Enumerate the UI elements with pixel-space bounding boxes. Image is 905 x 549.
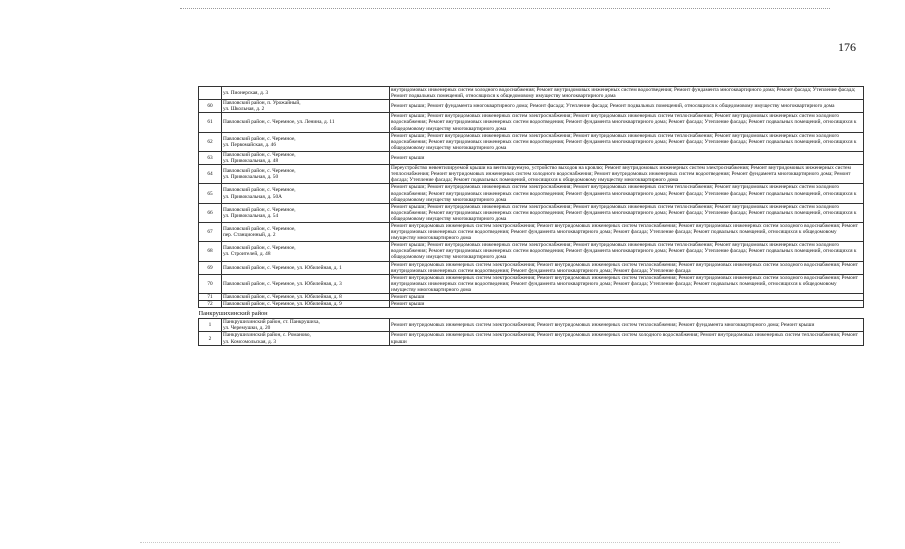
row-number: 60 [199,100,222,113]
work-list-cell: внутридомовых инженерных систем холодного водоснабжения; Ремонт внутридомовых инженерных систем водоотведения; Ремонт фундамента многоквартирного дома; Ремонт фасада; Утепление фасада; Ремонт подвальных помещений, относящихся к общедомовому имуществу многоквартирного дома [390,87,864,100]
work-list-cell: Ремонт внутридомовых инженерных систем электроснабжения; Ремонт внутридомовых инженерных систем теплоснабжения; Ремонт внутридомовых инженерных систем холодного водоснабжения; Ремонт внутридомовых инженерных систем водоотведения; Ремонт фундамента многоквартирного дома; Ремонт фасада; Утепление фасада; Ремонт подвальных помещений, относящихся к общедомовому имуществу многоквартирного дома [390,274,864,293]
table-row [199,242,864,261]
row-number: 64 [199,165,222,184]
work-list-cell: Ремонт крыши; Ремонт внутридомовых инженерных систем электроснабжения; Ремонт внутридомовых инженерных систем теплоснабжения; Ремонт внутридомовых инженерных систем холодного водоснабжения; Ремонт внутридомовых инженерных систем водоотведения; Ремонт фундамента многоквартирного дома; Ремонт фасада; Утепление фасада; Ремонт подвальных помещений, относящихся к общедомовому имуществу многоквартирного дома [390,203,864,222]
table-row [199,301,864,308]
address-line: ул. Привокзальная, д. 54 [223,212,279,219]
address-line: ул. Первомайская, д. 46 [223,141,276,148]
repair-table [198,86,864,346]
row-number: 66 [199,203,222,222]
work-list-cell: Ремонт крыши; Ремонт внутридомовых инженерных систем электроснабжения; Ремонт внутридомовых инженерных систем теплоснабжения; Ремонт внутридомовых инженерных систем холодного водоснабжения; Ремонт внутридомовых инженерных систем водоотведения; Ремонт фундамента многоквартирного дома; Ремонт фасада; Утепление фасада; Ремонт подвальных помещений, относящихся к общедомовому имуществу многоквартирного дома [390,113,864,132]
row-number: 70 [199,274,222,293]
work-list-cell: Ремонт крыши [390,294,864,301]
address-cell [222,301,390,308]
address-line: Павловский район, с. Черемное, ул. Юбилейная, д. 3 [223,280,342,287]
address-cell [222,165,390,184]
address-line: Панкрушихинский район, ст. Панкрушиха, [223,319,320,326]
address-line: ул. Черемушки, д. 20 [223,325,271,332]
address-line: Павловский район, с. Черемное, ул. Ленина, д. 11 [223,119,335,126]
address-line: ул. Школьная, д. 2 [223,106,265,113]
address-cell [222,222,390,241]
row-number: 68 [199,242,222,261]
row-number: 1 [199,319,222,332]
address-line: Павловский район, с. Черемное, ул. Юбилейная, д. 9 [223,301,342,308]
bottom-scan-line [140,542,840,544]
row-number: 62 [199,132,222,151]
table-row [199,113,864,132]
work-list-cell: Ремонт крыши; Ремонт внутридомовых инженерных систем электроснабжения; Ремонт внутридомовых инженерных систем теплоснабжения; Ремонт внутридомовых инженерных систем холодного водоснабжения; Ремонт внутридомовых инженерных систем водоотведения; Ремонт фундамента многоквартирного дома; Ремонт фасада; Утепление фасада; Ремонт подвальных помещений, относящихся к общедомовому имуществу многоквартирного дома [390,184,864,203]
table-row [199,261,864,274]
table-row [199,100,864,113]
address-line: Павловский район, с. Черемное, [223,245,296,252]
address-cell [222,274,390,293]
table-row [199,274,864,293]
address-line: Павловский район, с. Черемное, ул. Юбилейная, д. 1 [223,264,342,271]
address-line: ул. Привокзальная, д. 50А [223,193,282,200]
row-number: 2 [199,332,222,345]
address-cell [222,151,390,164]
address-line: пер. Станционный, д. 2 [223,232,276,239]
address-line: Павловский район, с. Черемное, [223,187,296,194]
work-list-cell: Ремонт внутридомовых инженерных систем электроснабжения; Ремонт внутридомовых инженерных систем теплоснабжения; Ремонт внутридомовых инженерных систем холодного водоснабжения; Ремонт внутридомовых инженерных систем водоотведения; Ремонт фундамента многоквартирного дома; Ремонт фасада; Утепление фасада [390,261,864,274]
address-line: ул. Привокзальная, д. 48 [223,158,279,165]
row-number: 72 [199,301,222,308]
address-line: Павловский район, п. Урожайный, [223,100,301,107]
work-list-cell: Ремонт внутридомовых инженерных систем электроснабжения; Ремонт внутридомовых инженерных систем холодного водоснабжения; Ремонт внутридомовых инженерных систем теплоснабжения; Ремонт крыши [390,332,864,345]
table-row [199,203,864,222]
address-cell [222,113,390,132]
section-header-row [199,308,864,319]
address-cell [222,242,390,261]
page-number: 176 [838,40,856,54]
address-line: Панкрушихинский район, с. Романово, [223,332,311,339]
row-number: 61 [199,113,222,132]
top-scan-line [180,8,830,10]
work-list-cell: Ремонт крыши; Ремонт фундамента многоквартирного дома; Ремонт фасада; Утепление фасада; Ремонт подвальных помещений, относящихся к общедомовому имуществу многоквартирного дома [390,100,864,113]
address-cell [222,100,390,113]
row-number: 63 [199,151,222,164]
address-cell [222,203,390,222]
repair-table-body [199,87,864,346]
work-list-cell: Ремонт крыши [390,151,864,164]
address-line: ул. Строителей, д. 48 [223,251,271,258]
work-list-cell: Ремонт крыши; Ремонт внутридомовых инженерных систем электроснабжения; Ремонт внутридомовых инженерных систем теплоснабжения; Ремонт внутридомовых инженерных систем холодного водоснабжения; Ремонт внутридомовых инженерных систем водоотведения; Ремонт фундамента многоквартирного дома; Ремонт фасада; Утепление фасада; Ремонт подвальных помещений, относящихся к общедомовому имуществу многоквартирного дома [390,132,864,151]
section-title: Панкрушихинский район [199,308,864,319]
table-row [199,319,864,332]
table-row [199,132,864,151]
address-line: Павловский район, с. Черемное, [223,226,296,233]
address-line: Павловский район, с. Черемное, ул. Юбилейная, д. 8 [223,294,342,300]
table-row [199,151,864,164]
work-list-cell: Ремонт крыши [390,301,864,308]
work-list-cell: Переустройство невентилируемой крыши на вентилируемую, устройство выходов на кровлю; Ремонт внутридомовых инженерных систем электроснабжения; Ремонт внутридомовых инженерных систем теплоснабжения; Ремонт внутридомовых инженерных систем холодного водоснабжения; Ремонт внутридомовых инженерных систем водоотведения; Ремонт фундамента многоквартирного дома; Ремонт фасада; Утепление фасада; Ремонт подвальных помещений, относящихся к общедомовому имуществу многоквартирного дома [390,165,864,184]
address-line: Павловский район, с. Черемное, [223,135,296,142]
table-row [199,165,864,184]
work-list-cell: Ремонт крыши; Ремонт внутридомовых инженерных систем электроснабжения; Ремонт внутридомовых инженерных систем теплоснабжения; Ремонт внутридомовых инженерных систем холодного водоснабжения; Ремонт внутридомовых инженерных систем водоотведения; Ремонт фундамента многоквартирного дома; Ремонт фасада; Утепление фасада; Ремонт подвальных помещений, относящихся к общедомовому имуществу многоквартирного дома [390,242,864,261]
address-cell [222,132,390,151]
address-line: ул. Комсомольская, д. 3 [223,338,277,345]
work-list-cell: Ремонт внутридомовых инженерных систем электроснабжения; Ремонт внутридомовых инженерных систем теплоснабжения; Ремонт фундамента многоквартирного дома; Ремонт крыши [390,319,864,332]
table-row [199,294,864,301]
row-number [199,87,222,100]
table-row [199,87,864,100]
address-cell [222,319,390,332]
row-number: 71 [199,294,222,301]
table-row [199,222,864,241]
address-line: Павловский район, с. Черемное, [223,168,296,175]
table-row [199,184,864,203]
address-cell [222,294,390,301]
row-number: 65 [199,184,222,203]
address-cell [222,332,390,345]
address-line: Павловский район, с. Черемное, [223,206,296,213]
address-cell [222,87,390,100]
address-line: Павловский район, с. Черемное, [223,151,296,158]
row-number: 69 [199,261,222,274]
address-cell [222,261,390,274]
address-line: ул. Пионерская, д. 3 [223,90,269,97]
address-cell [222,184,390,203]
address-line: ул. Привокзальная, д. 50 [223,174,279,181]
table-row [199,332,864,345]
row-number: 67 [199,222,222,241]
work-list-cell: Ремонт внутридомовых инженерных систем электроснабжения; Ремонт внутридомовых инженерных систем теплоснабжения; Ремонт внутридомовых инженерных систем холодного водоснабжения; Ремонт внутридомовых инженерных систем водоотведения; Ремонт фундамента многоквартирного дома; Ремонт фасада; Утепление фасада; Ремонт подвальных помещений, относящихся к общедомовому имуществу многоквартирного дома [390,222,864,241]
